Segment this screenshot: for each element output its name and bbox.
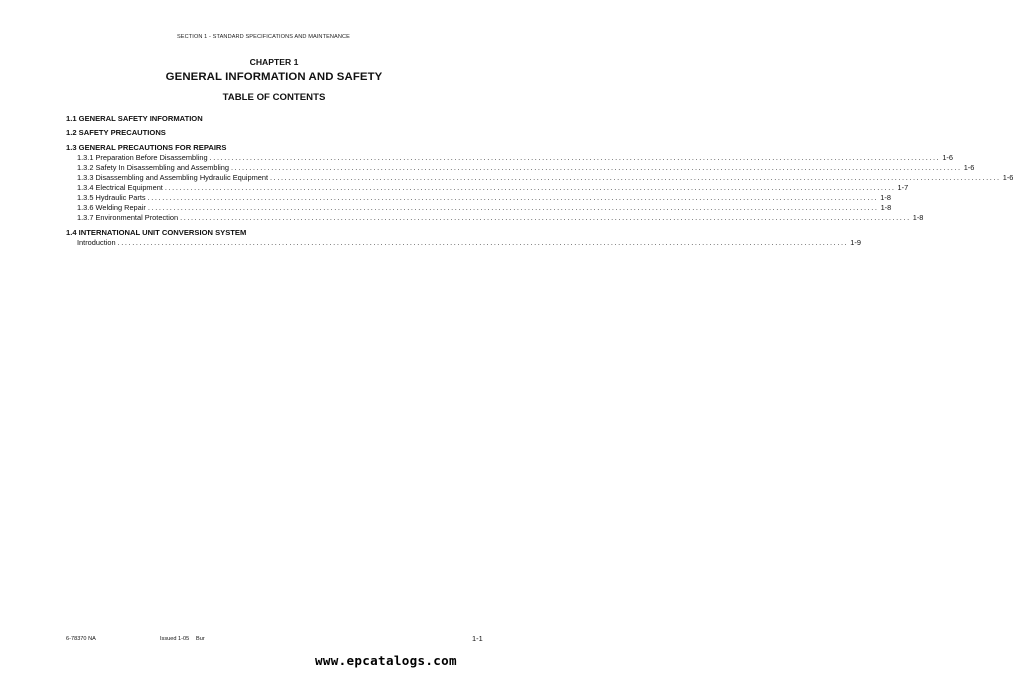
- toc-entry-page: 1-8: [912, 213, 924, 222]
- toc-entry-label: 1.3.4 Electrical Equipment: [77, 183, 163, 192]
- toc-entry-label: 1.3.6 Welding Repair: [77, 203, 146, 212]
- toc-entry-1-3-7[interactable]: [77, 213, 924, 223]
- toc-heading: TABLE OF CONTENTS: [222, 92, 326, 103]
- toc-entry-1-3-6[interactable]: [77, 203, 892, 213]
- toc-entry-label: 1.3.5 Hydraulic Parts: [77, 193, 146, 202]
- dot-leader: ........................................................................................................................................................................................................: [147, 193, 879, 202]
- toc-entry-page: 1-9: [850, 238, 861, 247]
- footer-language: Bur: [196, 636, 205, 642]
- toc-section-1-1[interactable]: 1.1 GENERAL SAFETY INFORMATION: [66, 114, 203, 123]
- dot-leader: ........................................................................................................................................................................................................: [147, 203, 879, 212]
- dot-leader: ........................................................................................................................................................................................................: [209, 153, 941, 162]
- toc-section-1-3[interactable]: 1.3 GENERAL PRECAUTIONS FOR REPAIRS: [66, 143, 227, 152]
- toc-entry-page: 1-7: [897, 183, 909, 192]
- page-title: GENERAL INFORMATION AND SAFETY: [165, 71, 383, 83]
- toc-entry-introduction[interactable]: [77, 238, 861, 248]
- running-header: SECTION 1 - STANDARD SPECIFICATIONS AND MAINTENANCE: [176, 34, 351, 40]
- toc-entry-1-3-3[interactable]: [77, 173, 1013, 183]
- toc-entry-1-3-1[interactable]: [77, 153, 953, 163]
- dot-leader: ........................................................................................................................................................................................................: [117, 238, 849, 247]
- watermark-url: www.epcatalogs.com: [315, 653, 457, 668]
- toc-entry-label: Introduction: [77, 238, 116, 247]
- toc-entry-1-3-2[interactable]: [77, 163, 975, 173]
- toc-entry-label: 1.3.3 Disassembling and Assembling Hydraulic Equipment: [77, 173, 269, 182]
- toc-entry-page: 1-6: [1002, 173, 1013, 182]
- toc-entry-label: 1.3.2 Safety In Disassembling and Assembling: [77, 163, 230, 172]
- footer-issued: Issued 1-05: [160, 636, 190, 642]
- page-number: 1-1: [472, 634, 483, 643]
- toc-entry-1-3-4[interactable]: [77, 183, 909, 193]
- dot-leader: ........................................................................................................................................................................................................: [180, 213, 911, 222]
- toc-entry-label: 1.3.1 Preparation Before Disassembling: [77, 153, 208, 162]
- toc-entry-label: 1.3.7 Environmental Protection: [77, 213, 179, 222]
- dot-leader: ........................................................................................................................................................................................................: [270, 173, 1001, 182]
- toc-entry-page: 1-6: [942, 153, 953, 162]
- toc-section-1-4[interactable]: 1.4 INTERNATIONAL UNIT CONVERSION SYSTEM: [66, 228, 247, 237]
- toc-entry-1-3-5[interactable]: [77, 193, 891, 203]
- toc-entry-page: 1-8: [880, 193, 891, 202]
- footer-doc-number: 6-78370 NA: [66, 636, 96, 642]
- dot-leader: ........................................................................................................................................................................................................: [231, 163, 962, 172]
- dot-leader: ........................................................................................................................................................................................................: [164, 183, 896, 192]
- toc-section-1-2[interactable]: 1.2 SAFETY PRECAUTIONS: [66, 128, 166, 137]
- toc-entry-page: 1-6: [963, 163, 975, 172]
- toc-entry-page: 1-8: [880, 203, 892, 212]
- chapter-label: CHAPTER 1: [249, 57, 299, 67]
